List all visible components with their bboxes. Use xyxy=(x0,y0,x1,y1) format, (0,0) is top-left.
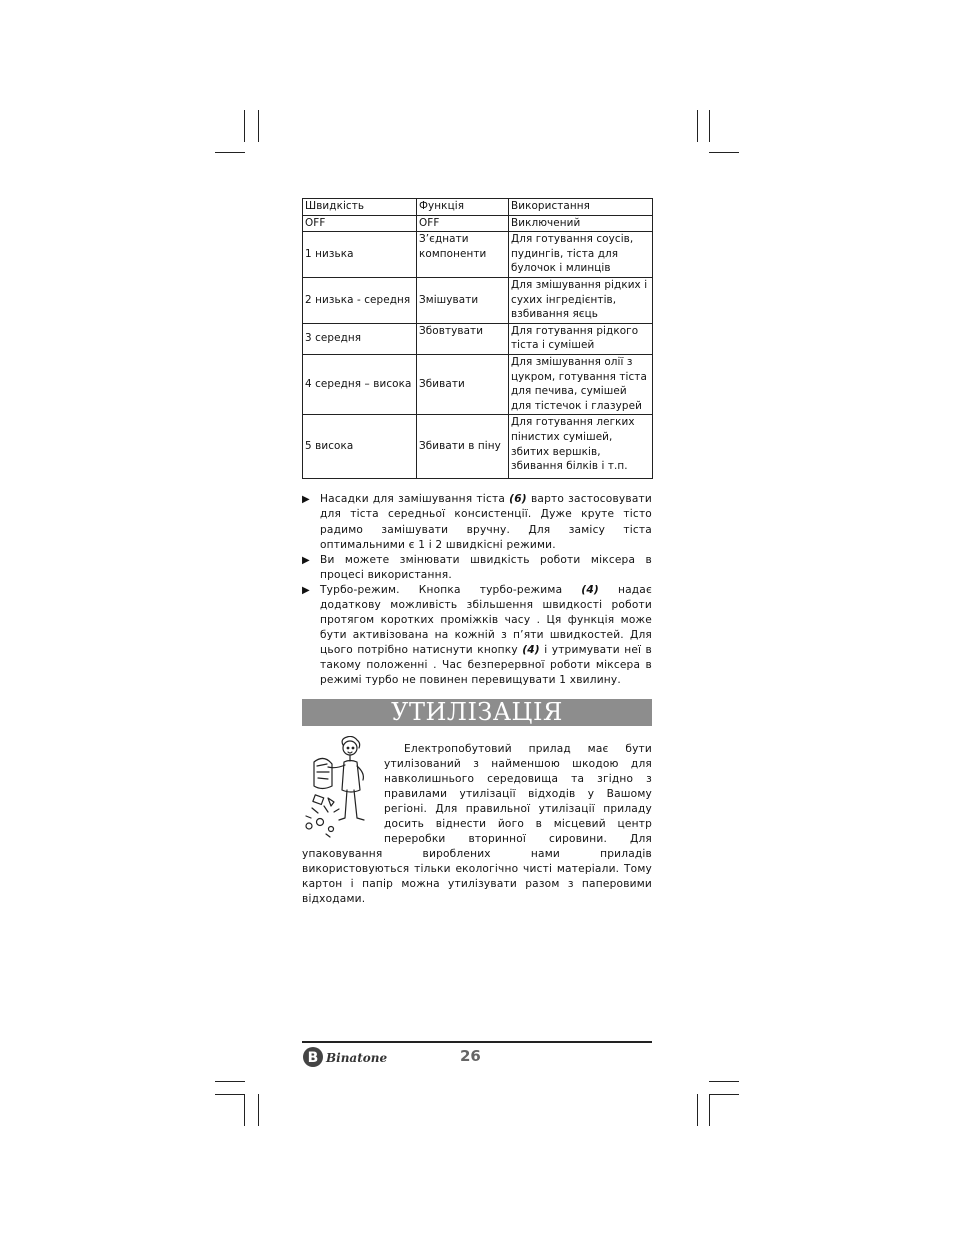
binatone-logo-icon xyxy=(302,1046,394,1068)
table-row xyxy=(303,354,653,414)
crop-mark-bl-h xyxy=(215,1081,245,1082)
disposal-section xyxy=(302,742,652,908)
note-item xyxy=(302,492,652,552)
note-text: Турбо-режим. Кнопка турбо-режима xyxy=(320,583,582,596)
speed-table xyxy=(302,198,653,479)
crop-mark-bl-h2 xyxy=(215,1094,245,1095)
table-header: Функція xyxy=(417,199,509,216)
note-text: варто застосовувати для тіста середньої консистенції. Дуже круте тісто радимо замішувати вручну. Для замісу тіста оптимальними є 1 і 2 швидкісні режими. xyxy=(320,493,652,551)
recycling-person-icon xyxy=(300,736,380,841)
page-number: 26 xyxy=(460,1047,481,1065)
crop-mark-bl-v2 xyxy=(258,1094,259,1126)
speed-cell: OFF xyxy=(303,215,417,232)
crop-mark-tl-h xyxy=(215,152,245,153)
speed-cell: 1 низька xyxy=(303,232,417,278)
speed-cell: 2 низька - середня xyxy=(303,277,417,323)
table-row xyxy=(303,415,653,479)
table-header: Використання xyxy=(509,199,653,216)
table-row xyxy=(303,277,653,323)
part-reference: (4) xyxy=(522,644,540,657)
triangle-bullet-icon: ▶ xyxy=(302,584,310,596)
footer-rule xyxy=(302,1041,652,1043)
usage-cell: Для готування соусів, пудингів, тіста для булочок і млинців xyxy=(509,232,653,278)
usage-cell: Виключений xyxy=(509,215,653,232)
crop-mark-bl-v1 xyxy=(244,1094,245,1126)
usage-cell: Для готування рідкого тіста і сумішей xyxy=(509,323,653,354)
note-item xyxy=(302,583,652,689)
crop-mark-br-h xyxy=(709,1081,739,1082)
note-text: Насадки для замішування тіста xyxy=(320,493,510,506)
crop-mark-tr-h xyxy=(709,152,739,153)
disposal-text: Електропобутовий прилад має бути утилізований з найменшою шкодою для навколишнього середовища та згідно з правилами утилізації відходів у Вашому регіоні. Для правильної утилізації приладу досить віднести його в місцевий центр переробки вторинної сировини. Для упаковування вироблених нами приладів використовуються тільки екологічно чисті матеріали. Тому картон і папір можна утилізувати разом з паперовими відходами. xyxy=(302,742,652,906)
table-row xyxy=(303,215,653,232)
crop-mark-tr-v1 xyxy=(697,110,698,142)
crop-mark-br-v1 xyxy=(697,1094,698,1126)
note-text: Ви можете змінювати швидкість роботи міксера в процесі використання. xyxy=(320,553,652,581)
usage-cell: Для змішування олії з цукром, готування тіста для печива, сумішей для тістечок і глазурей xyxy=(509,354,653,414)
crop-mark-tr-v2 xyxy=(709,110,710,142)
function-cell: З’єднати компоненти xyxy=(417,232,509,278)
crop-mark-br-h2 xyxy=(709,1094,739,1095)
usage-notes xyxy=(302,492,652,688)
speed-cell: 3 середня xyxy=(303,323,417,354)
function-cell: Збивати в піну xyxy=(417,415,509,479)
speed-cell: 4 середня – висока xyxy=(303,354,417,414)
crop-mark-tl-v1 xyxy=(244,110,245,142)
function-cell: OFF xyxy=(417,215,509,232)
table-row xyxy=(303,232,653,278)
triangle-bullet-icon: ▶ xyxy=(302,494,310,506)
triangle-bullet-icon: ▶ xyxy=(302,554,310,566)
function-cell: Збивати xyxy=(417,354,509,414)
note-text: і утримувати неї в такому положенні . Час безперервної роботи міксера в режимі турбо не повинен перевищувати 1 хвилину. xyxy=(320,644,652,687)
brand-name: Binatone xyxy=(326,1051,388,1065)
table-header: Швидкість xyxy=(303,199,417,216)
note-item xyxy=(302,553,652,583)
part-reference: (4) xyxy=(581,583,599,596)
section-title: УТИЛІЗАЦІЯ xyxy=(302,699,652,726)
table-header-row xyxy=(303,199,653,216)
crop-mark-tl-v2 xyxy=(258,110,259,142)
page-content xyxy=(302,198,652,908)
crop-mark-br-v2 xyxy=(709,1094,710,1126)
table-row xyxy=(303,323,653,354)
part-reference: (6) xyxy=(509,493,527,506)
speed-cell: 5 висока xyxy=(303,415,417,479)
function-cell: Збовтувати xyxy=(417,323,509,354)
note-text: надає додаткову можливість збільшення швидкості роботи протягом коротких проміжків часу . Ця функція може бути активізована на кожній з п’яти швидкостей. Для цього потрібно натиснути кнопку xyxy=(320,583,652,657)
usage-cell: Для готування легких пінистих сумішей, збитих вершків, збивання білків і т.п. xyxy=(509,415,653,479)
function-cell: Змішувати xyxy=(417,277,509,323)
usage-cell: Для змішування рідких і сухих інгредієнтів, взбивання яєць xyxy=(509,277,653,323)
logo-mark: B xyxy=(307,1050,319,1066)
